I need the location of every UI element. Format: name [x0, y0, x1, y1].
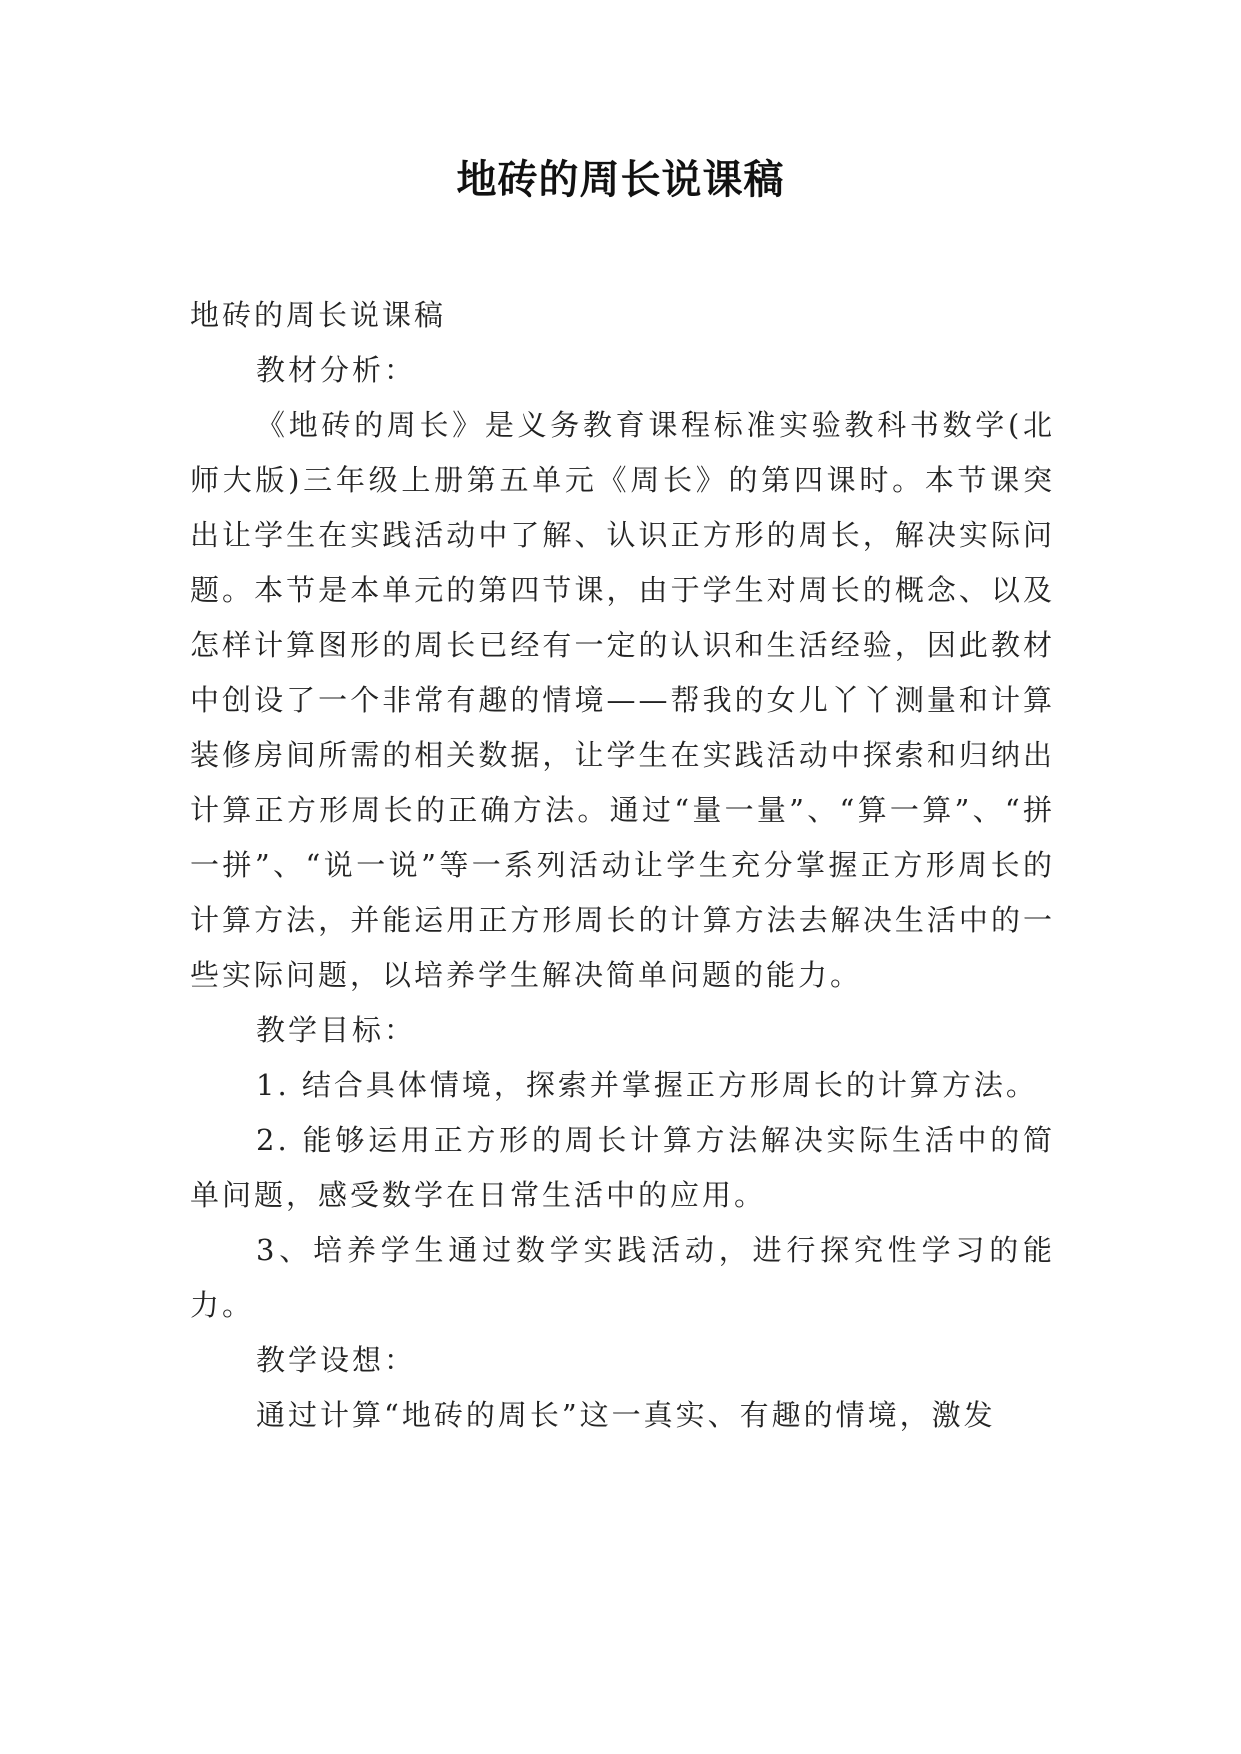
document-subtitle: 地砖的周长说课稿	[190, 298, 447, 332]
document-body	[190, 288, 1055, 1443]
design-paragraph: 通过计算“地砖的周长”这一真实、有趣的情境，激发	[256, 1398, 996, 1432]
design-heading: 教学设想：	[256, 1343, 417, 1377]
analysis-paragraph: 《地砖的周长》是义务教育课程标准实验教科书数学(北师大版)三年级上册第五单元《周长》的第四课时。本节课突出让学生在实践活动中了解、认识正方形的周长，解决实际问题。本节是本单元的第四节课，由于学生对周长的概念、以及怎样计算图形的周长已经有一定的认识和生活经验，因此教材中创设了一个非常有趣的情境——帮我的女儿丫丫测量和计算装修房间所需的相关数据，让学生在实践活动中探索和归纳出计算正方形周长的正确方法。通过“量一量”、“算一算”、“拼一拼”、“说一说”等一系列活动让学生充分掌握正方形周长的计算方法，并能运用正方形周长的计算方法去解决生活中的一些实际问题，以培养学生解决简单问题的能力。	[190, 408, 1055, 992]
goal-item-3: 3、培养学生通过数学实践活动，进行探究性学习的能力。	[190, 1233, 1055, 1322]
document-title: 地砖的周长说课稿	[456, 157, 785, 203]
goal-item-1: 1. 结合具体情境，探索并掌握正方形周长的计算方法。	[256, 1068, 1038, 1102]
goals-heading: 教学目标：	[256, 1013, 417, 1047]
goal-item-2: 2. 能够运用正方形的周长计算方法解决实际生活中的简单问题，感受数学在日常生活中的应用。	[190, 1123, 1055, 1212]
analysis-heading: 教材分析：	[256, 353, 417, 387]
